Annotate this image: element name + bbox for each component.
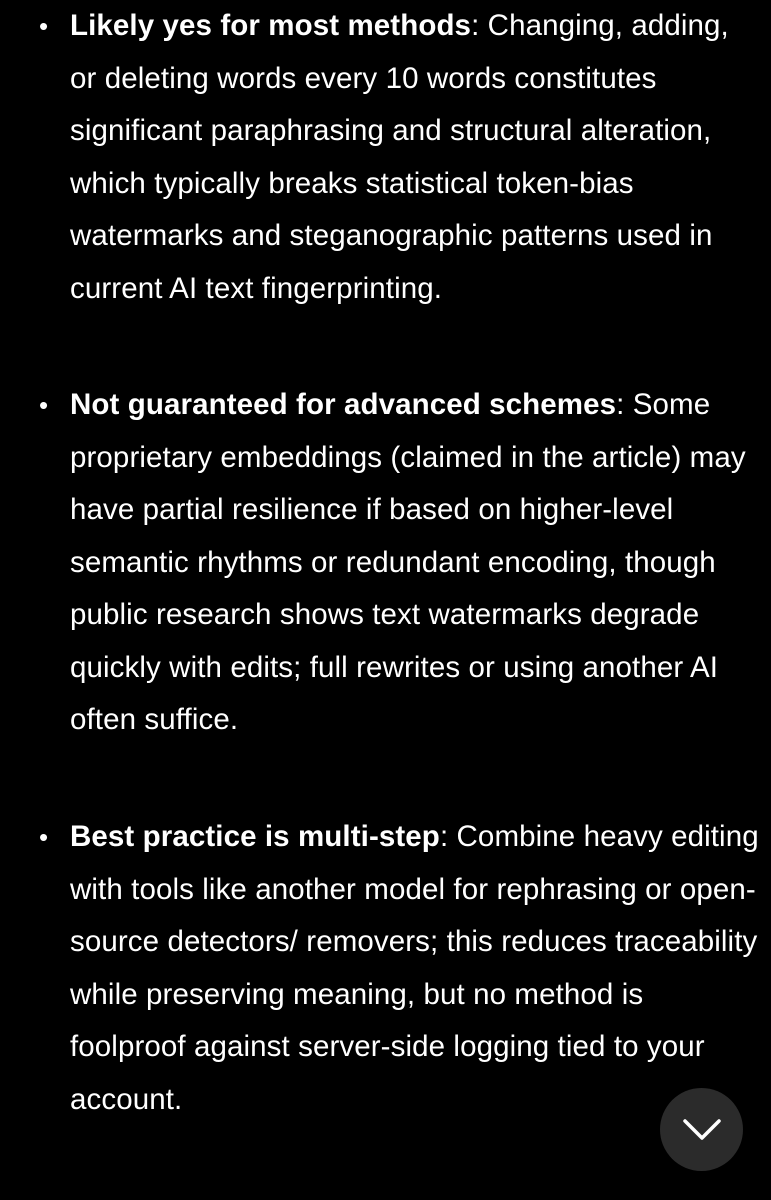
bullet-marker: • bbox=[39, 822, 49, 852]
bullet-heading: Likely yes for most methods bbox=[70, 9, 472, 42]
bullet-body: Some proprietary embeddings (claimed in the article) may have partial resilience if based on higher-level semantic rhythms or redundant encoding, though public research shows text watermarks degrade quickly with edits; full rewrites or using another AI often suffice. bbox=[70, 388, 746, 736]
bullet-heading: Best practice is multi-step bbox=[70, 820, 440, 853]
bullet-separator: : bbox=[616, 388, 625, 421]
chevron-down-icon bbox=[682, 1118, 722, 1142]
bullet-separator: : bbox=[439, 820, 449, 853]
list-item bbox=[39, 0, 760, 315]
bullet-body: Combine heavy editing with tools like another model for rephrasing or open-source detectors/ removers; this reduces traceability while preserving meaning, but no method is foolproof against server-side logging tied to your account. bbox=[70, 820, 759, 1116]
bullet-body: Changing, adding, or deleting words every 10 words constitutes significant paraphrasing and structural alteration, which typically breaks statistical token-bias watermarks and steganographic patterns used in current AI text fingerprinting. bbox=[70, 9, 729, 305]
bullet-separator: : bbox=[471, 9, 480, 42]
list-item bbox=[39, 811, 760, 1126]
bullet-marker: • bbox=[39, 390, 49, 420]
list-item bbox=[39, 379, 760, 747]
bullet-heading: Not guaranteed for advanced schemes bbox=[70, 388, 617, 421]
scroll-to-bottom-button[interactable] bbox=[660, 1088, 743, 1171]
bullet-marker: • bbox=[39, 11, 49, 41]
